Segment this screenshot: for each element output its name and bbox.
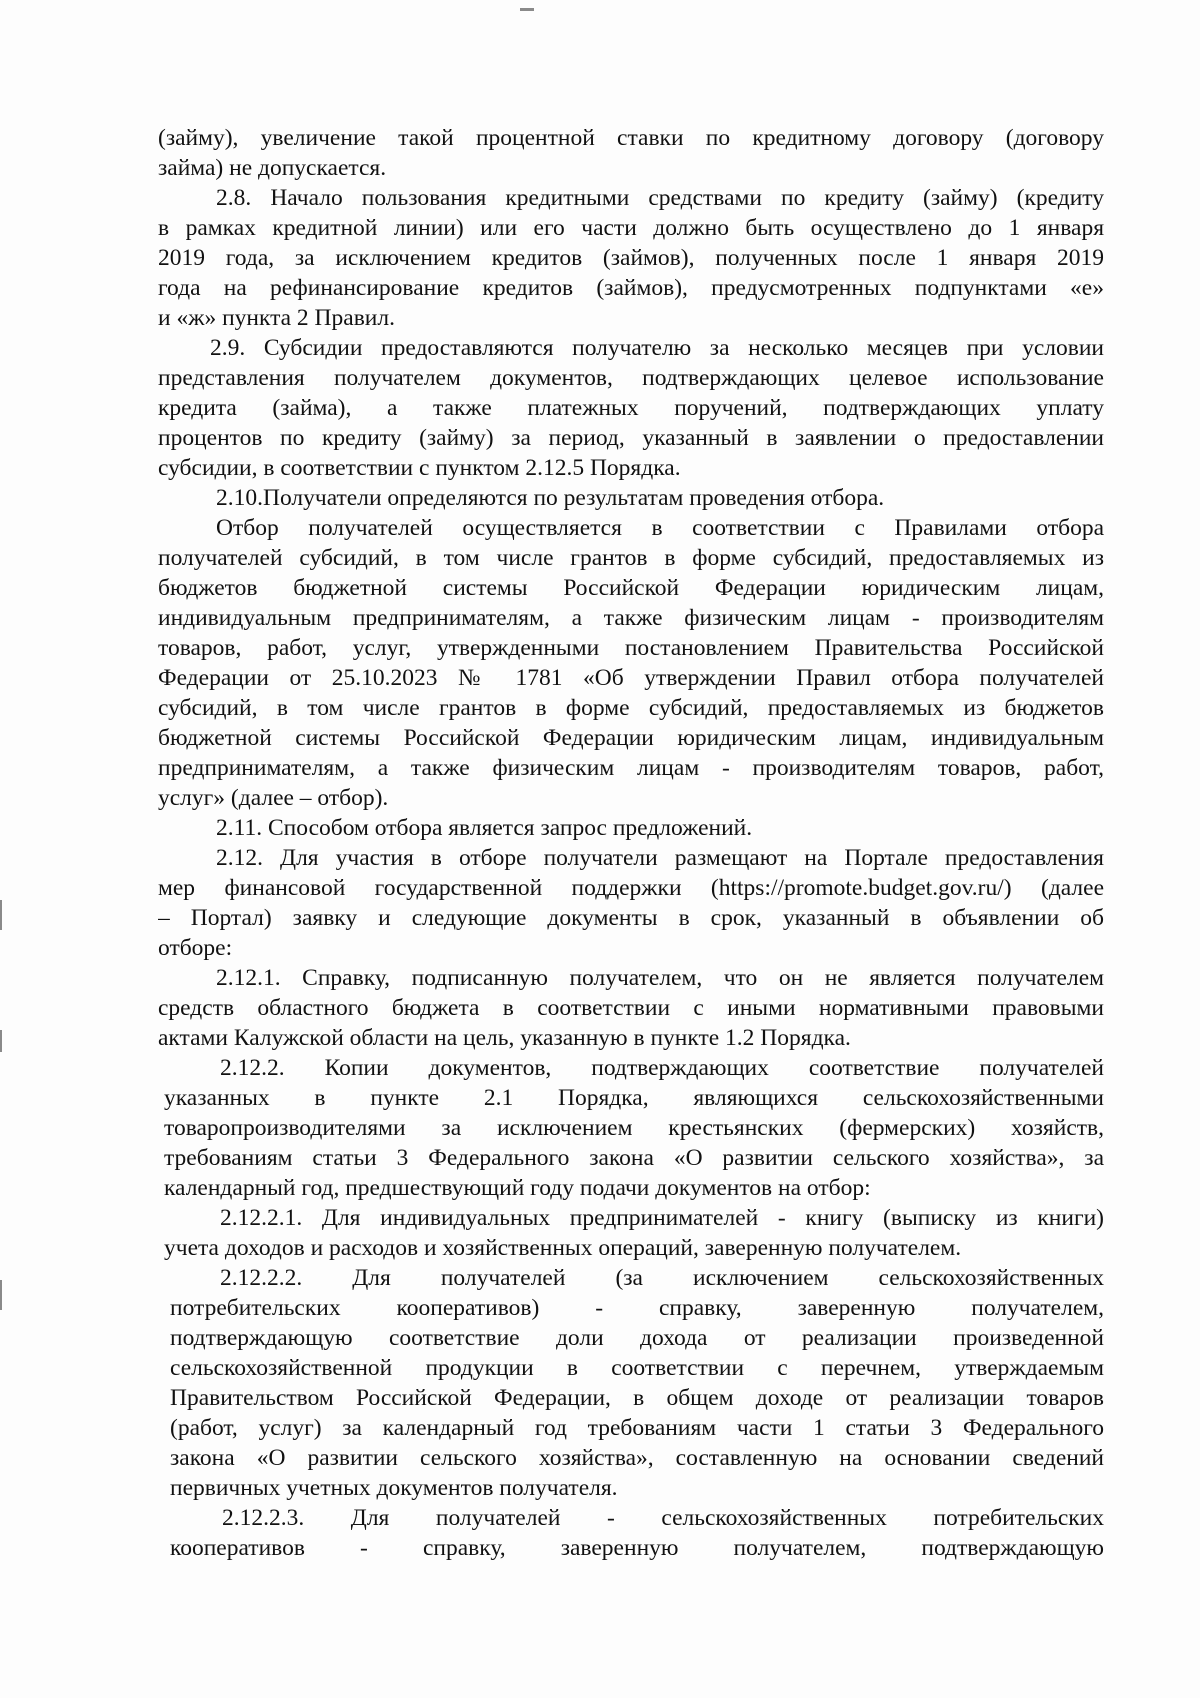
scan-artifact-edge-1: [0, 900, 2, 930]
text-line: отборе:: [158, 935, 233, 961]
text-line: – Портал) заявку и следующие документы в срок, указанный в объявлении об: [158, 905, 1104, 931]
text-line: 2.12.2. Копии документов, подтверждающих соответствие получателей: [220, 1055, 1104, 1081]
text-line: Отбор получателей осуществляется в соответствии с Правилами отбора: [216, 515, 1104, 541]
text-line: первичных учетных документов получателя.: [170, 1475, 618, 1501]
text-line: 2.12.2.2. Для получателей (за исключением сельскохозяйственных: [220, 1265, 1104, 1291]
text-line: 2.12.2.1. Для индивидуальных предпринимателей - книгу (выписку из книги): [220, 1205, 1104, 1231]
text-line: субсидий, в том числе грантов в форме субсидий, предоставляемых из бюджетов: [158, 695, 1104, 721]
text-line: 2.12.2.3. Для получателей - сельскохозяйственных потребительских: [222, 1505, 1104, 1531]
text-line: товаропроизводителями за исключением крестьянских (фермерских) хозяйств,: [164, 1115, 1104, 1141]
text-line: кооперативов - справку, заверенную получателем, подтверждающую: [170, 1535, 1104, 1561]
text-line: года на рефинансирование кредитов (займов), предусмотренных подпунктами «е»: [158, 275, 1104, 301]
text-line: учета доходов и расходов и хозяйственных операций, заверенную получателем.: [164, 1235, 962, 1261]
text-line: мер финансовой государственной поддержки (https://promote.budget.gov.ru/) (далее: [158, 875, 1104, 901]
text-line: потребительских кооперативов) - справку, заверенную получателем,: [170, 1295, 1104, 1321]
text-line: Правительством Российской Федерации, в общем доходе от реализации товаров: [170, 1385, 1104, 1411]
text-line: процентов по кредиту (займу) за период, указанный в заявлении о предоставлении: [158, 425, 1104, 451]
text-line: сельскохозяйственной продукции в соответствии с перечнем, утверждаемым: [170, 1355, 1104, 1381]
text-line: услуг» (далее – отбор).: [158, 785, 389, 811]
text-line: (займу), увеличение такой процентной ставки по кредитному договору (договору: [158, 125, 1104, 151]
scan-artifact-edge-2: [0, 1030, 2, 1052]
text-line: актами Калужской области на цель, указанную в пункте 1.2 Порядка.: [158, 1025, 851, 1051]
text-line: календарный год, предшествующий году подачи документов на отбор:: [164, 1175, 871, 1201]
text-line: закона «О развитии сельского хозяйства», составленную на основании сведений: [170, 1445, 1104, 1471]
scan-artifact-top: [520, 8, 534, 11]
text-line: 2.11. Способом отбора является запрос предложений.: [216, 815, 753, 841]
text-line: 2.9. Субсидии предоставляются получателю за несколько месяцев при условии: [210, 335, 1104, 361]
text-line: получателей субсидий, в том числе грантов в форме субсидий, предоставляемых из: [158, 545, 1104, 571]
text-line: кредита (займа), а также платежных поручений, подтверждающих уплату: [158, 395, 1104, 421]
text-line: предпринимателям, а также физическим лицам - производителям товаров, работ,: [158, 755, 1104, 781]
text-line: бюджетов бюджетной системы Российской Федерации юридическим лицам,: [158, 575, 1104, 601]
text-line: займа) не допускается.: [158, 155, 387, 181]
text-line: (работ, услуг) за календарный год требованиям части 1 статьи 3 Федерального: [170, 1415, 1104, 1441]
text-line: товаров, работ, услуг, утвержденными постановлением Правительства Российской: [158, 635, 1104, 661]
text-line: в рамках кредитной линии) или его части должно быть осуществлено до 1 января: [158, 215, 1104, 241]
text-line: субсидии, в соответствии с пунктом 2.12.5 Порядка.: [158, 455, 681, 481]
text-line: средств областного бюджета в соответствии с иными нормативными правовыми: [158, 995, 1104, 1021]
text-line: подтверждающую соответствие доли дохода от реализации произведенной: [170, 1325, 1104, 1351]
text-line: 2019 года, за исключением кредитов (займов), полученных после 1 января 2019: [158, 245, 1104, 271]
text-line: индивидуальным предпринимателям, а также физическим лицам - производителям: [158, 605, 1104, 631]
text-line: 2.12. Для участия в отборе получатели размещают на Портале предоставления: [216, 845, 1104, 871]
text-line: Федерации от 25.10.2023 № 1781 «Об утверждении Правил отбора получателей: [158, 665, 1104, 691]
text-line: 2.8. Начало пользования кредитными средствами по кредиту (займу) (кредиту: [216, 185, 1104, 211]
scan-artifact-edge-3: [0, 1280, 2, 1310]
text-line: 2.10.Получатели определяются по результатам проведения отбора.: [216, 485, 885, 511]
text-line: и «ж» пункта 2 Правил.: [158, 305, 395, 331]
text-line: представления получателем документов, подтверждающих целевое использование: [158, 365, 1104, 391]
text-line: бюджетной системы Российской Федерации юридическим лицам, индивидуальным: [158, 725, 1104, 751]
text-line: указанных в пункте 2.1 Порядка, являющихся сельскохозяйственными: [164, 1085, 1104, 1111]
text-line: требованиям статьи 3 Федерального закона «О развитии сельского хозяйства», за: [164, 1145, 1104, 1171]
text-line: 2.12.1. Справку, подписанную получателем, что он не является получателем: [216, 965, 1104, 991]
